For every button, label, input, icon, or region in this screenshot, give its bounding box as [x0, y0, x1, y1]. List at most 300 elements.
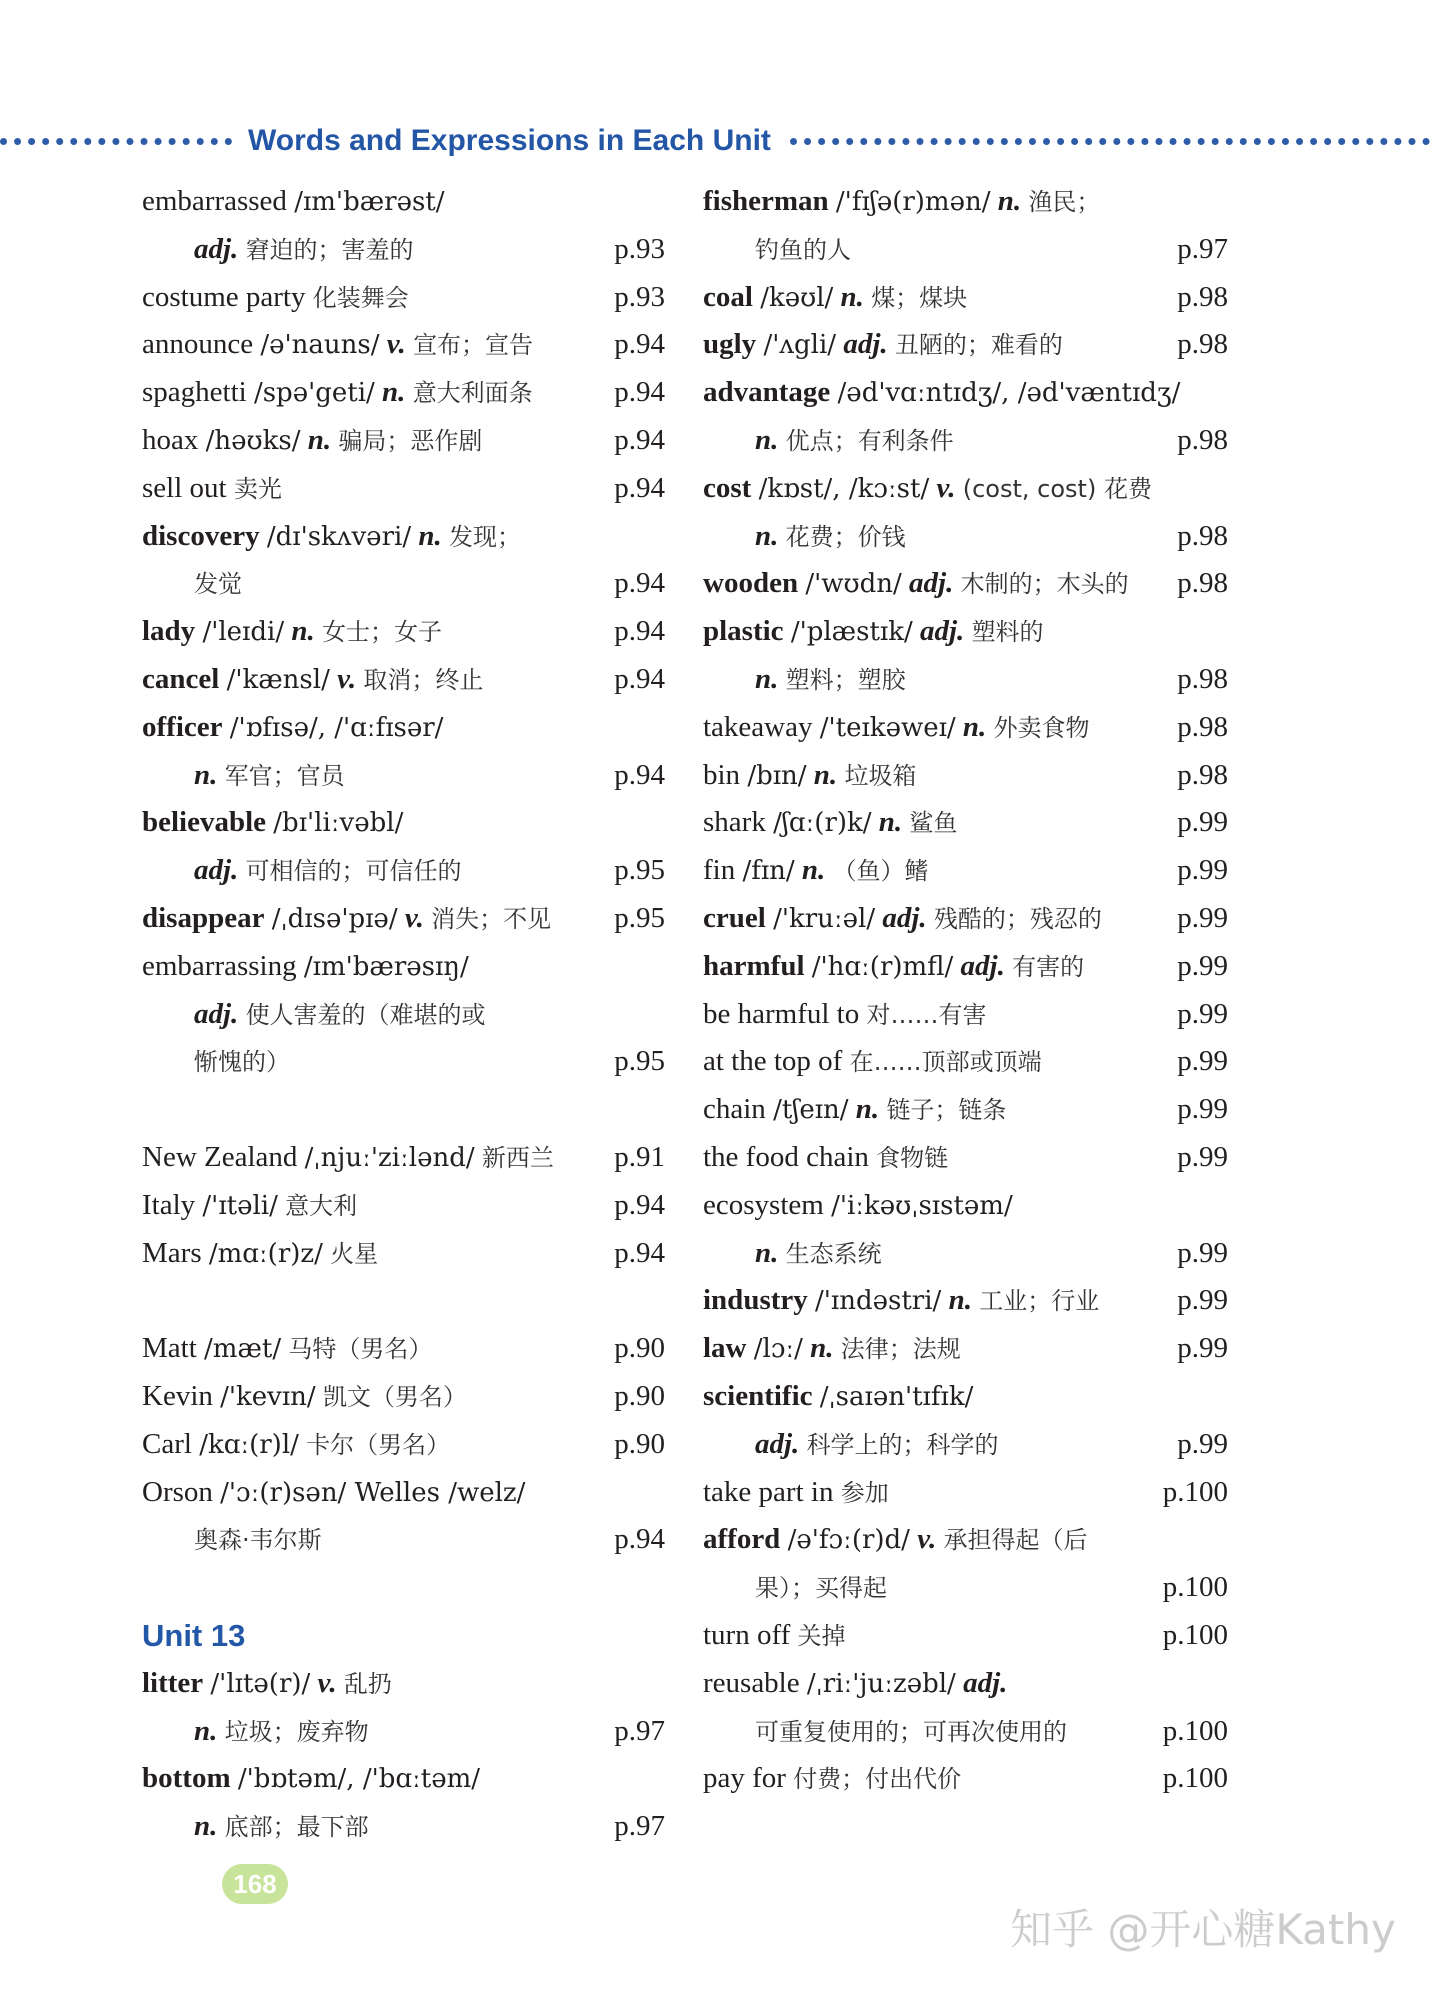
entry-text	[703, 1325, 961, 1374]
entry-text	[703, 704, 1090, 753]
vocab-entry	[142, 1182, 665, 1230]
chinese-meaning: （鱼）鳍	[832, 857, 929, 886]
part-of-speech: v.	[404, 901, 424, 934]
vocab-entry	[142, 704, 665, 752]
phonetic: /'ʌgli/	[763, 330, 837, 361]
phonetic: /'teɪkəweɪ/	[819, 712, 956, 743]
page-reference: p.98	[1177, 758, 1228, 791]
section-gap	[142, 1564, 665, 1612]
vocab-entry	[703, 1134, 1228, 1182]
entry-continuation	[142, 1803, 665, 1851]
entry-text	[703, 1755, 961, 1804]
headword: spaghetti	[142, 376, 247, 409]
vocab-entry	[703, 1469, 1228, 1517]
chinese-meaning: 卖光	[233, 474, 282, 503]
phonetic: /ˌriː'juːzəbl/	[806, 1668, 956, 1699]
chinese-meaning: 鲨鱼	[909, 809, 958, 838]
part-of-speech: adj.	[194, 854, 239, 887]
page-reference: p.98	[1177, 423, 1228, 456]
entry-text	[194, 1516, 322, 1565]
entry-continuation	[703, 226, 1228, 274]
chinese-meaning: 优点；有利条件	[785, 426, 954, 455]
chinese-meaning: 塑料的	[971, 618, 1044, 647]
entry-continuation	[142, 560, 665, 608]
vocab-entry	[703, 1086, 1228, 1134]
entry-text	[703, 369, 1180, 418]
entry-text	[194, 847, 462, 896]
chinese-meaning: 丑陋的；难看的	[894, 331, 1063, 360]
entry-text	[703, 799, 957, 848]
chinese-meaning: 新西兰	[481, 1143, 554, 1172]
dotted-rule-right	[790, 138, 1430, 145]
entry-text	[703, 1277, 1099, 1326]
part-of-speech: n.	[755, 519, 779, 552]
headword: embarrassed	[142, 185, 287, 217]
headword: lady	[142, 615, 196, 648]
entry-text	[142, 1325, 432, 1374]
chinese-meaning: 工业；行业	[979, 1287, 1100, 1316]
headword: at the top of	[703, 1045, 843, 1078]
chinese-meaning: 骗局；恶作剧	[338, 426, 483, 455]
page-reference: p.98	[1177, 662, 1228, 695]
vocab-entry	[142, 1469, 665, 1517]
part-of-speech: v.	[317, 1666, 337, 1699]
phonetic: /bɪn/	[747, 760, 807, 791]
entry-text	[755, 1421, 999, 1470]
headword: Matt	[142, 1332, 197, 1365]
page-reference: p.94	[614, 662, 665, 695]
entry-text	[194, 991, 486, 1040]
phonetic: /bɪ'liːvəbl/	[273, 808, 404, 839]
chinese-meaning: 意大利面条	[412, 379, 533, 408]
part-of-speech: n.	[194, 1714, 218, 1747]
entry-text	[142, 1182, 357, 1231]
entry-continuation	[703, 656, 1228, 704]
entry-text	[194, 752, 345, 801]
entry-text	[194, 1708, 369, 1757]
part-of-speech: adj.	[882, 901, 927, 934]
vocab-entry	[703, 1277, 1228, 1325]
headword: Mars	[142, 1236, 202, 1269]
page-reference: p.97	[1177, 232, 1228, 265]
entry-text	[142, 656, 483, 705]
entry-text	[703, 178, 1100, 227]
vocab-entry	[703, 560, 1228, 608]
phonetic: /mɑː(r)z/	[208, 1238, 323, 1269]
vocab-entry	[703, 1038, 1228, 1086]
entry-continuation	[703, 417, 1228, 465]
entry-text	[142, 1421, 450, 1470]
chinese-meaning: 残酷的；残忍的	[933, 904, 1102, 933]
phonetic: /'kevɪn/	[220, 1381, 316, 1412]
headword: cruel	[703, 901, 766, 934]
chinese-meaning: 军官；官员	[224, 761, 345, 790]
part-of-speech: v.	[337, 662, 357, 695]
phonetic: /həʊks/	[205, 425, 301, 456]
vocab-entry	[703, 608, 1228, 656]
entry-text	[142, 465, 282, 514]
vocab-entry	[142, 656, 665, 704]
vocab-entry	[142, 1230, 665, 1278]
entry-text	[142, 1373, 467, 1422]
chinese-meaning: 煤；煤块	[871, 283, 968, 312]
entry-text	[703, 1469, 889, 1518]
vocab-entry	[142, 1325, 665, 1373]
phonetic: /tʃeɪn/	[773, 1095, 849, 1126]
phonetic: /spə'geti/	[253, 378, 375, 409]
vocab-entry	[703, 1516, 1228, 1564]
page-reference: p.95	[614, 1045, 665, 1078]
entry-text	[142, 417, 482, 466]
entry-text	[703, 1086, 1006, 1135]
chinese-meaning: 发现；	[448, 522, 521, 551]
page-reference: p.100	[1162, 1618, 1228, 1651]
vocab-entry	[703, 847, 1228, 895]
headword: fisherman	[703, 185, 829, 217]
unit-heading: Unit 13	[142, 1617, 246, 1653]
part-of-speech: n.	[755, 1236, 779, 1269]
phonetic: /'plæstɪk/	[790, 617, 913, 648]
entry-text	[142, 369, 533, 418]
chinese-meaning: 在……顶部或顶端	[849, 1048, 1042, 1077]
page-reference: p.91	[614, 1140, 665, 1173]
page-reference: p.95	[614, 854, 665, 887]
headword: embarrassing	[142, 949, 297, 982]
vocab-entry	[142, 799, 665, 847]
vocab-entry	[142, 1421, 665, 1469]
headword: cancel	[142, 662, 220, 695]
entry-continuation	[142, 752, 665, 800]
chinese-meaning: (cost, cost) 花费	[962, 474, 1152, 503]
chinese-meaning: 花费；价钱	[785, 522, 906, 551]
entry-text	[703, 752, 916, 801]
entry-text	[703, 608, 1044, 657]
page-title: Words and Expressions in Each Unit	[248, 124, 771, 157]
part-of-speech: adj.	[843, 328, 888, 361]
chinese-meaning: 宣布；宣告	[413, 331, 534, 360]
vocab-entry	[142, 1134, 665, 1182]
phonetic: /ɪm'bærəsɪŋ/	[303, 951, 469, 982]
headword: fin	[703, 854, 736, 887]
headword: the food chain	[703, 1140, 869, 1173]
phonetic: /ˌnjuː'ziːlənd/	[304, 1142, 475, 1173]
entry-text	[703, 895, 1102, 944]
page-reference: p.94	[614, 1523, 665, 1556]
chinese-meaning: 外卖食物	[993, 713, 1090, 742]
headword: reusable	[703, 1666, 800, 1699]
entry-text	[703, 1516, 1087, 1565]
page-reference: p.99	[1177, 1284, 1228, 1317]
page-reference: p.100	[1162, 1714, 1228, 1747]
entry-text	[755, 1230, 882, 1279]
phonetic: /kɒst/, /kɔːst/	[758, 473, 930, 504]
right-column	[703, 178, 1228, 1803]
vocab-entry	[142, 895, 665, 943]
vocab-entry	[142, 513, 665, 561]
entry-text	[142, 799, 403, 848]
entry-continuation	[703, 1708, 1228, 1756]
entry-continuation	[703, 1230, 1228, 1278]
entry-text	[703, 1134, 948, 1183]
page-reference: p.100	[1162, 1571, 1228, 1604]
entry-text	[703, 1373, 973, 1422]
page-header	[0, 116, 1440, 166]
page-reference: p.95	[614, 901, 665, 934]
entry-text	[142, 178, 445, 227]
chinese-meaning: 卡尔（男名）	[306, 1430, 451, 1459]
headword: costume party	[142, 280, 306, 313]
part-of-speech: n.	[813, 758, 838, 791]
phonetic: /'hɑː(r)mfl/	[811, 951, 954, 982]
entry-text	[142, 895, 551, 944]
part-of-speech: n.	[194, 1810, 218, 1843]
chinese-meaning: 钓鱼的人	[755, 235, 851, 264]
section-gap	[142, 1086, 665, 1134]
headword: coal	[703, 280, 753, 313]
entry-text	[703, 560, 1129, 609]
headword: Kevin	[142, 1379, 213, 1412]
part-of-speech: n.	[755, 423, 779, 456]
chinese-meaning: 生态系统	[785, 1239, 882, 1268]
part-of-speech: adj.	[194, 232, 239, 265]
headword: takeaway	[703, 710, 813, 743]
watermark: 知乎 @开心糖Kathy	[1010, 1905, 1396, 1954]
phonetic: /kɑː(r)l/	[199, 1429, 299, 1460]
page-reference: p.98	[1177, 328, 1228, 361]
page-reference: p.99	[1177, 997, 1228, 1030]
entry-text	[703, 943, 1084, 992]
headword: sell out	[142, 471, 227, 504]
vocab-entry	[703, 991, 1228, 1039]
chinese-meaning: 意大利	[285, 1191, 358, 1220]
chinese-meaning: 链子；链条	[886, 1096, 1007, 1125]
phonetic: /'ɪndəstri/	[815, 1286, 942, 1317]
page-reference: p.99	[1177, 1332, 1228, 1365]
part-of-speech: v.	[936, 471, 956, 504]
part-of-speech: n.	[840, 280, 864, 313]
part-of-speech: n.	[878, 806, 903, 839]
entry-text	[703, 1660, 1007, 1709]
entry-continuation	[142, 991, 665, 1039]
part-of-speech: adj.	[194, 997, 239, 1030]
page-reference: p.94	[614, 567, 665, 600]
entry-text	[703, 1182, 1013, 1231]
vocab-entry	[703, 704, 1228, 752]
vocab-entry	[703, 1373, 1228, 1421]
entry-continuation	[703, 1421, 1228, 1469]
headword: wooden	[703, 567, 799, 600]
entry-text	[703, 991, 986, 1040]
phonetic: /'ɪtəli/	[202, 1190, 278, 1221]
phonetic: /'leɪdi/	[202, 617, 285, 648]
vocab-entry	[703, 943, 1228, 991]
vocab-entry	[703, 1755, 1228, 1803]
page-reference: p.94	[614, 1188, 665, 1221]
vocab-entry	[142, 1755, 665, 1803]
chinese-meaning: 可重复使用的；可再次使用的	[755, 1717, 1067, 1746]
entry-continuation	[142, 1038, 665, 1086]
chinese-meaning: 果）；买得起	[755, 1574, 887, 1603]
phonetic: /fɪn/	[742, 856, 795, 887]
headword: litter	[142, 1666, 204, 1699]
chinese-meaning: 底部；最下部	[224, 1813, 369, 1842]
headword: New Zealand	[142, 1140, 298, 1173]
page-reference: p.99	[1177, 1140, 1228, 1173]
section-gap	[142, 1277, 665, 1325]
entry-text	[142, 1230, 378, 1279]
phonetic: /'kænsl/	[226, 664, 330, 695]
headword: pay for	[703, 1762, 786, 1795]
chinese-meaning: 渔民；	[1028, 188, 1101, 216]
phonetic: /'wʊdn/	[805, 569, 902, 600]
vocab-entry	[142, 465, 665, 513]
entry-continuation	[142, 1708, 665, 1756]
headword: turn off	[703, 1618, 791, 1651]
part-of-speech: v.	[386, 328, 406, 361]
entry-text	[703, 1038, 1042, 1087]
headword: harmful	[703, 949, 805, 982]
phonetic: /'kruːəl/	[773, 903, 876, 934]
phonetic: /ə'fɔː(r)d/	[787, 1525, 910, 1556]
part-of-speech: n.	[418, 519, 442, 552]
page-reference: p.90	[614, 1379, 665, 1412]
vocab-entry	[142, 1373, 665, 1421]
vocab-entry	[703, 1612, 1228, 1660]
entry-text	[703, 465, 1152, 514]
vocab-entry	[703, 895, 1228, 943]
entry-text	[755, 417, 954, 466]
entry-text	[194, 1038, 290, 1087]
page-reference: p.99	[1177, 949, 1228, 982]
entry-continuation	[142, 226, 665, 274]
entry-text	[703, 1612, 846, 1661]
chinese-meaning: 惭愧的）	[194, 1048, 290, 1077]
left-column	[142, 178, 665, 1851]
headword: industry	[703, 1284, 808, 1317]
page-reference: p.94	[614, 615, 665, 648]
part-of-speech: n.	[997, 185, 1022, 217]
entry-text	[755, 656, 906, 705]
chinese-meaning: 对……有害	[866, 1000, 987, 1029]
headword: scientific	[703, 1379, 813, 1412]
headword: be harmful to	[703, 997, 860, 1030]
page-reference: p.99	[1177, 1236, 1228, 1269]
phonetic: /lɔː/	[753, 1334, 803, 1365]
vocab-entry	[703, 178, 1228, 226]
page-reference: p.99	[1177, 806, 1228, 839]
chinese-meaning: 发觉	[194, 570, 242, 599]
page-reference: p.100	[1162, 1475, 1228, 1508]
chinese-meaning: 乱扔	[343, 1669, 392, 1698]
page-reference: p.97	[614, 1810, 665, 1843]
headword: plastic	[703, 615, 784, 648]
page-reference: p.94	[614, 376, 665, 409]
entry-continuation	[142, 847, 665, 895]
chinese-meaning: 消失；不见	[431, 904, 552, 933]
headword: discovery	[142, 519, 260, 552]
headword: ecosystem	[703, 1188, 824, 1221]
chinese-meaning: 使人害羞的（难堪的或	[245, 1000, 486, 1029]
part-of-speech: n.	[307, 423, 332, 456]
phonetic: /ʃɑː(r)k/	[773, 808, 872, 839]
entry-text	[142, 1134, 554, 1183]
part-of-speech: adj.	[920, 615, 965, 648]
entry-text	[142, 943, 469, 992]
headword: disappear	[142, 901, 265, 934]
headword: chain	[703, 1093, 766, 1126]
headword: Italy	[142, 1188, 196, 1221]
vocab-entry	[703, 1182, 1228, 1230]
entry-text	[142, 274, 409, 323]
page-reference: p.98	[1177, 710, 1228, 743]
chinese-meaning: 食物链	[876, 1143, 949, 1172]
vocab-entry	[142, 943, 665, 991]
phonetic: /ə'nauns/	[260, 330, 380, 361]
page-reference: p.99	[1177, 1427, 1228, 1460]
entry-text	[142, 1660, 392, 1709]
entry-text	[755, 226, 851, 275]
entry-text	[755, 513, 906, 562]
headword: afford	[703, 1523, 781, 1556]
page-reference: p.100	[1162, 1762, 1228, 1795]
page-number: 168	[222, 1864, 288, 1904]
entry-text	[755, 1564, 887, 1613]
phonetic: /'iːkəʊˌsɪstəm/	[831, 1190, 1013, 1221]
chinese-meaning: 可相信的；可信任的	[245, 857, 462, 886]
chinese-meaning: 法律；法规	[840, 1335, 961, 1364]
chinese-meaning: 马特（男名）	[288, 1335, 433, 1364]
headword: cost	[703, 471, 752, 504]
phonetic: /dɪ'skʌvəri/	[266, 521, 412, 552]
entry-text	[194, 226, 414, 275]
phonetic: /'lɪtə(r)/	[210, 1668, 311, 1699]
part-of-speech: adj.	[909, 567, 954, 600]
entry-text	[703, 274, 967, 323]
chinese-meaning: 参加	[840, 1478, 889, 1507]
page-reference: p.99	[1177, 854, 1228, 887]
entry-continuation	[142, 1516, 665, 1564]
part-of-speech: adj.	[963, 1666, 1008, 1699]
vocab-entry	[703, 274, 1228, 322]
entry-text	[142, 608, 442, 657]
vocab-entry	[703, 1325, 1228, 1373]
chinese-meaning: 奥森·韦尔斯	[194, 1526, 322, 1555]
entry-text	[142, 704, 443, 753]
part-of-speech: n.	[855, 1093, 880, 1126]
page-reference: p.98	[1177, 567, 1228, 600]
vocab-entry	[703, 369, 1228, 417]
page-reference: p.98	[1177, 519, 1228, 552]
entry-text	[703, 847, 929, 896]
headword: officer	[142, 710, 223, 743]
headword: announce	[142, 328, 254, 361]
chinese-meaning: 垃圾；废弃物	[224, 1717, 369, 1746]
chinese-meaning: 木制的；木头的	[960, 570, 1129, 599]
page-reference: p.94	[614, 328, 665, 361]
phonetic: /mæt/	[204, 1334, 282, 1365]
entry-text	[194, 1803, 369, 1852]
chinese-meaning: 窘迫的；害羞的	[245, 235, 414, 264]
part-of-speech: n.	[801, 854, 826, 887]
page-reference: p.97	[614, 1714, 665, 1747]
headword: bottom	[142, 1762, 231, 1795]
chinese-meaning: 凯文（男名）	[322, 1382, 467, 1411]
chinese-meaning: 垃圾箱	[844, 761, 917, 790]
entry-text	[142, 1469, 525, 1518]
headword: law	[703, 1332, 747, 1365]
chinese-meaning: 有害的	[1012, 952, 1085, 981]
phonetic: /'ɒfɪsə/, /'ɑːfɪsər/	[229, 712, 444, 743]
